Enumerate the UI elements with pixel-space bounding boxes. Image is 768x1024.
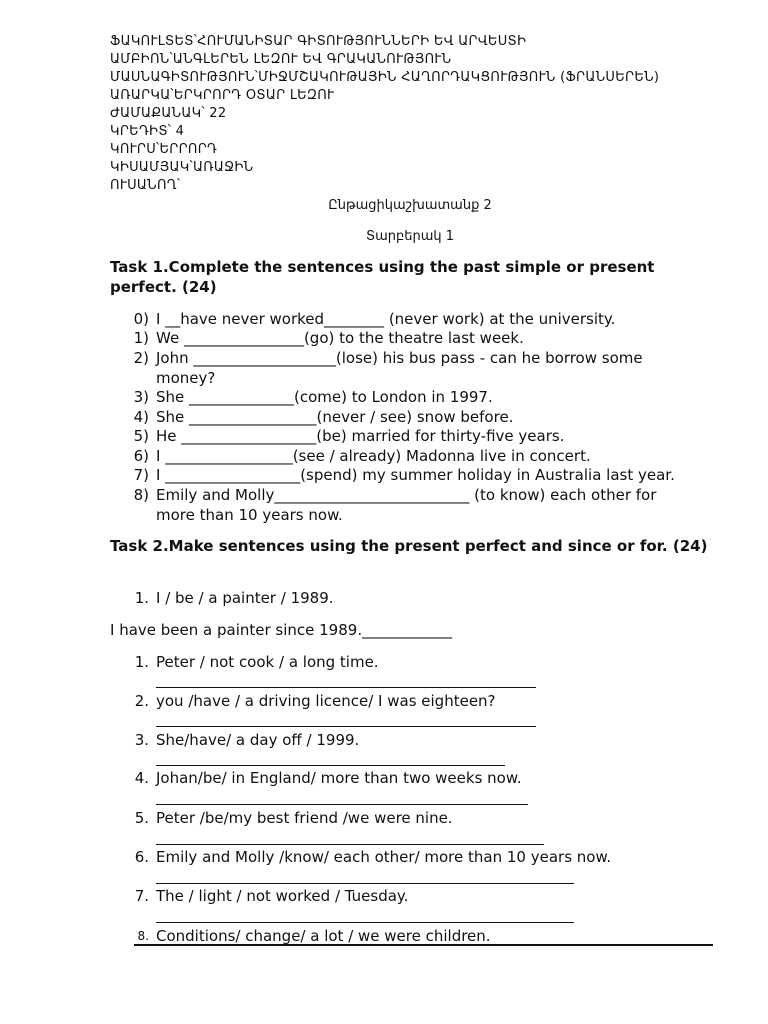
answer-line[interactable] (156, 883, 574, 884)
item-text: I _________________(see / already) Madonna live in concert. (156, 447, 591, 465)
item-number: 4. (134, 769, 149, 787)
answer-line[interactable] (156, 922, 574, 923)
item-text: She ______________(come) to London in 1997. (156, 388, 493, 406)
item-prompt: you /have / a driving licence/ I was eighteen? (156, 692, 496, 710)
subject-line: ԱՌԱՐԿԱ՝ԵՐԿՐՈՐԴ ՕՏԱՐ ԼԵԶՈՒ (110, 88, 335, 103)
item-number: 7. (134, 887, 149, 905)
department-line: ԱՄԲԻՈՆ՝ԱՆԳԼԵՐԵՆ ԼԵԶՈՒ ԵՎ ԳՐԱԿԱՆՈՒԹՅՈՒՆ (110, 52, 452, 67)
item-number: 1. (134, 653, 149, 671)
item-prompt: Peter / not cook / a long time. (156, 653, 379, 671)
answer-line[interactable] (156, 844, 544, 845)
item-number: 1) (133, 329, 149, 347)
answer-line[interactable] (156, 765, 505, 766)
test-title: Ընթացիկաշխատանք 2 (328, 198, 492, 213)
item-prompt: The / light / not worked / Tuesday. (156, 887, 409, 905)
item-continuation: more than 10 years now. (156, 506, 343, 524)
item-number: 8. (137, 929, 149, 943)
answer-line[interactable] (156, 687, 536, 688)
answer-line[interactable] (156, 726, 536, 727)
item-number: 1. (134, 589, 149, 607)
task2-title: Task 2.Make sentences using the present perfect and since or for. (24) (110, 537, 708, 555)
item-number: 3) (133, 388, 149, 406)
item-prompt: Conditions/ change/ a lot / we were children. (156, 927, 491, 945)
item-number: 5. (134, 809, 149, 827)
example-prompt: I / be / a painter / 1989. (156, 589, 334, 607)
item-number: 6) (133, 447, 149, 465)
item-number: 0) (133, 310, 149, 328)
student-line: ՈՒՍԱՆՈՂ՝ (110, 178, 181, 193)
hours-line: ԺԱՄԱՔԱՆԱԿ՝ 22 (110, 106, 227, 121)
credit-line: ԿՐԵԴԻՏ՝ 4 (110, 124, 185, 139)
item-number: 5) (133, 427, 149, 445)
item-number: 7) (133, 466, 149, 484)
semester-line: ԿԻՍԱՄՅԱԿ՝ԱՌԱՋԻՆ (110, 160, 254, 175)
item-text: She _________________(never / see) snow before. (156, 408, 514, 426)
item-number: 6. (134, 848, 149, 866)
item-text: He __________________(be) married for thirty-five years. (156, 427, 565, 445)
item-prompt: She/have/ a day off / 1999. (156, 731, 360, 749)
task1-title: Task 1.Complete the sentences using the past simple or present perfect. (24) (110, 258, 655, 296)
course-line: ԿՈՒՐՍ՝ԵՐՐՈՐԴ (110, 142, 218, 157)
variant-title: Տարբերակ 1 (365, 229, 455, 244)
item-prompt: Peter /be/my best friend /we were nine. (156, 809, 453, 827)
item-text: I __have never worked________ (never work) at the university. (156, 310, 616, 328)
item-prompt: Emily and Molly /know/ each other/ more than 10 years now. (156, 848, 612, 866)
faculty-line: ՖԱԿՈՒԼՏԵՏ՝ՀՈՒՄԱՆԻՏԱՐ ԳԻՏՈՒԹՅՈՒՆՆԵՐԻ ԵՎ ԱՐՎԵՍՏԻ (110, 34, 527, 49)
item-number: 3. (134, 731, 149, 749)
item-text: Emily and Molly__________________________ (to know) each other for (156, 486, 657, 504)
item-text: We ________________(go) to the theatre last week. (156, 329, 524, 347)
item-number: 2) (133, 349, 149, 367)
example-answer: I have been a painter since 1989.____________ (110, 621, 453, 639)
answer-line[interactable] (156, 804, 528, 805)
item-number: 8) (133, 486, 149, 504)
item-continuation: money? (156, 369, 216, 387)
answer-line[interactable] (134, 944, 713, 946)
item-number: 2. (134, 692, 149, 710)
item-number: 4) (133, 408, 149, 426)
item-text: John ___________________(lose) his bus pass - can he borrow some (156, 349, 643, 367)
item-text: I __________________(spend) my summer holiday in Australia last year. (156, 466, 675, 484)
specialty-line: ՄԱՍՆԱԳԻՏՈՒԹՅՈՒՆ՝ՄԻՋՄՇԱԿՈՒԹԱՅԻՆ ՀԱՂՈՐԴԱԿՑՈՒԹՅՈՒՆ (ՖՐԱՆՍԵՐԵՆ) (110, 70, 660, 85)
item-prompt: Johan/be/ in England/ more than two weeks now. (156, 769, 522, 787)
